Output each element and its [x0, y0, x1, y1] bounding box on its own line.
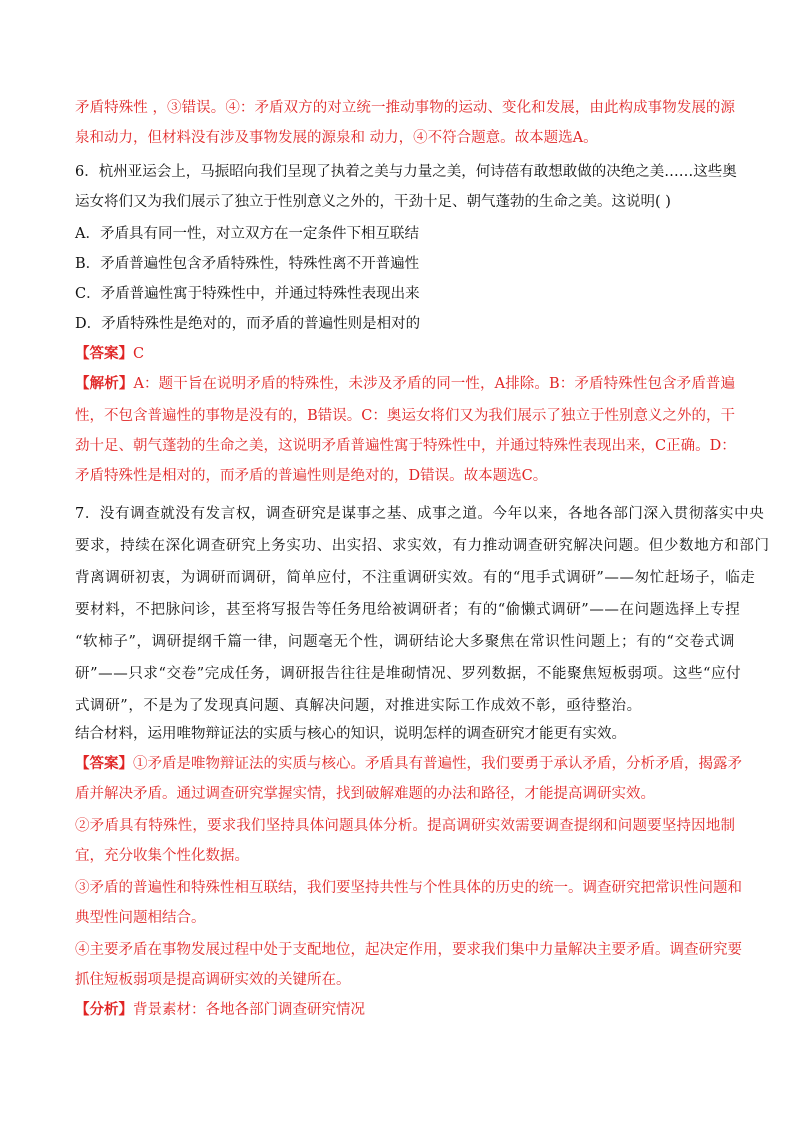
q6-analysis-line-4: 矛盾特殊性是相对的，而矛盾的普遍性则是绝对的，D错误。故本题选C。 [75, 468, 548, 484]
q6-option-d: D．矛盾特殊性是绝对的，而矛盾的普遍性则是相对的 [75, 316, 421, 332]
q7-answer-line-2: 盾并解决矛盾。通过调查研究掌握实情，找到破解难题的办法和路径，才能提高调研实效。 [75, 786, 655, 802]
q6-answer-tag: 【答案】 [75, 345, 133, 362]
q7-material-line-4: 要材料，不把脉问诊，甚至将写报告等任务甩给被调研者；有的“偷懒式调研”——在问题选择上专捏 [75, 602, 741, 618]
q7-analysis-tag: 【分析】 [75, 1001, 133, 1018]
q7-answer-line-6: 典型性问题相结合。 [75, 910, 206, 926]
prev-analysis-line-1: 矛盾特殊性 ，③错误。④：矛盾双方的对立统一推动事物的运动、变化和发展，由此构成事物发展的源 [75, 100, 735, 116]
q6-stem-line-1: 6．杭州亚运会上，马振昭向我们呈现了执着之美与力量之美，何诗蓓有敢想敢做的决绝之美……这些奥 [75, 164, 737, 180]
q7-material-line-2: 要求，持续在深化调查研究上务实功、出实招、求实效，有力推动调查研究解决问题。但少数地方和部门 [75, 538, 770, 554]
q6-option-c: C．矛盾普遍性寓于特殊性中，并通过特殊性表现出来 [75, 286, 420, 302]
prev-analysis-line-2: 泉和动力，但材料没有涉及事物发展的源泉和 动力，④不符合题意。故本题选A。 [75, 130, 598, 146]
q7-answer-line-7: ④主要矛盾在事物发展过程中处于支配地位，起决定作用，要求我们集中力量解决主要矛盾。调查研究要 [75, 942, 742, 958]
q6-analysis-text-1: A：题干旨在说明矛盾的特殊性，未涉及矛盾的同一性，A排除。B：矛盾特殊性包含矛盾普遍 [133, 376, 735, 392]
q7-answer-text-1: ①矛盾是唯物辩证法的实质与核心。矛盾具有普遍性，我们要勇于承认矛盾，分析矛盾，揭露矛 [133, 756, 742, 772]
q7-answer-line-1 [75, 754, 742, 774]
q6-option-b: B．矛盾普遍性包含矛盾特殊性，特殊性离不开普遍性 [75, 256, 420, 272]
q6-analysis-line-3: 劲十足、朝气蓬勃的生命之美，这说明矛盾普遍性寓于特殊性中，并通过特殊性表现出来，C正确。D： [75, 438, 736, 454]
q7-question: 结合材料，运用唯物辩证法的实质与核心的知识，说明怎样的调查研究才能更有实效。 [75, 726, 626, 742]
q6-answer-value: C [133, 346, 145, 362]
q6-analysis-tag: 【解析】 [75, 375, 134, 392]
q7-material-line-5: “软柿子”，调研提纲千篇一律，问题毫无个性，调研结论大多聚焦在常识性问题上；有的“交卷式调 [75, 634, 735, 650]
q7-answer-tag: 【答案】 [75, 755, 133, 772]
q7-material-line-6: 研”——只求“交卷”完成任务，调研报告往往是堆砌情况、罗列数据，不能聚焦短板弱项。这些“应付 [75, 666, 742, 682]
q7-answer-line-8: 抓住短板弱项是提高调研实效的关键所在。 [75, 972, 351, 988]
q6-stem-line-2: 运女将们又为我们展示了独立于性别意义之外的，干劲十足、朝气蓬勃的生命之美。这说明( ) [75, 194, 671, 210]
q6-analysis-line-2: 性，不包含普遍性的事物是没有的，B错误。C：奥运女将们又为我们展示了独立于性别意义之外的，干 [75, 408, 735, 424]
q6-option-a: A．矛盾具有同一性，对立双方在一定条件下相互联结 [75, 226, 419, 242]
q7-analysis [75, 1000, 735, 1020]
q7-material-line-1: 7．没有调查就没有发言权，调查研究是谋事之基、成事之道。今年以来，各地各部门深入贯彻落实中央 [75, 506, 765, 522]
q6-analysis-line-1 [75, 374, 735, 394]
q6-answer [75, 344, 735, 364]
q7-answer-line-5: ③矛盾的普遍性和特殊性相互联结，我们要坚持共性与个性具体的历史的统一。调查研究把常识性问题和 [75, 880, 742, 896]
q7-material-line-3: 背离调研初衷，为调研而调研，简单应付，不注重调研实效。有的“甩手式调研”——匆忙赶场子，临走 [75, 570, 756, 586]
q7-material-line-7: 式调研”，不是为了发现真问题、真解决问题，对推进实际工作成效不彰，亟待整治。 [75, 698, 642, 714]
q7-analysis-text: 背景素材：各地各部门调查研究情况 [133, 1002, 365, 1018]
q7-answer-line-3: ②矛盾具有特殊性，要求我们坚持具体问题具体分析。提高调研实效需要调查提纲和问题要坚持因地制 [75, 818, 735, 834]
q7-answer-line-4: 宜，充分收集个性化数据。 [75, 848, 249, 864]
